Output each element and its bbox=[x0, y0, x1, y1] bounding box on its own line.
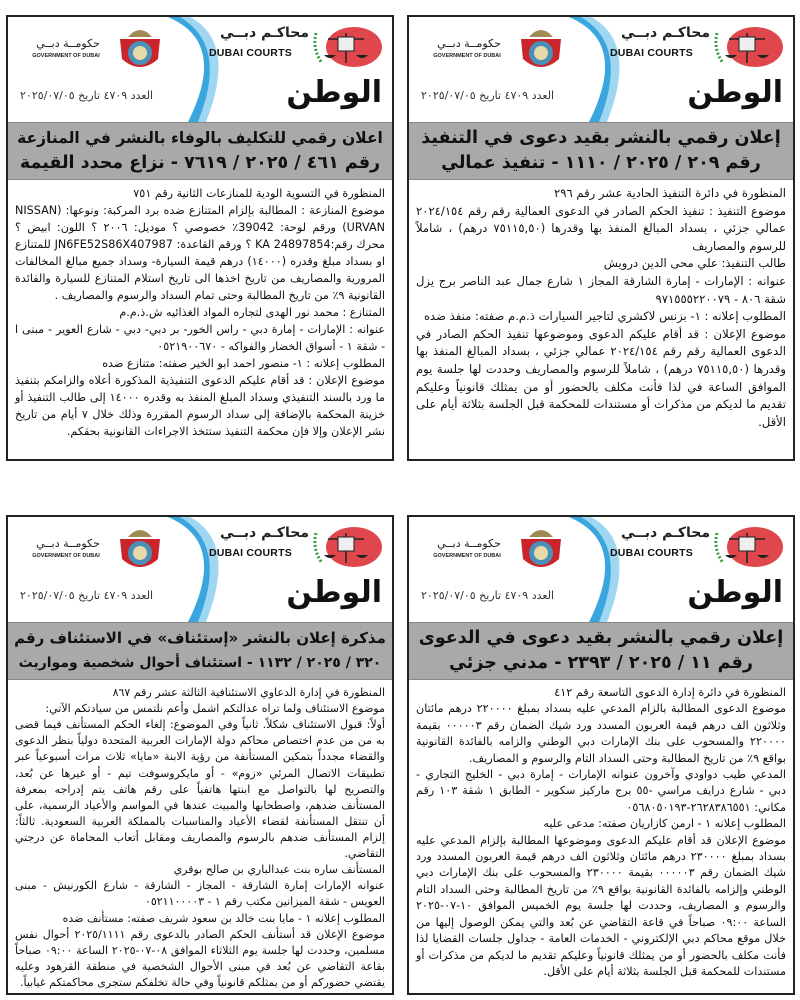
notice-title-line: اعلان رقمي للتكليف بالوفاء بالنشر في المنازعة bbox=[17, 129, 383, 147]
notice-paragraph: المطلوب إعلانه : ١- بزنس لاكشري لتاجير السيارات ذ.م.م صفته: منفذ ضده bbox=[423, 309, 786, 324]
issue-number-date: العدد ٤٧٠٩ تاريخ ٢٠٢٥/٠٧/٠٥ bbox=[20, 589, 154, 602]
notice-title bbox=[409, 122, 793, 180]
notice-paragraph: المطلوب إعلانه : ١- منصور احمد ابو الخير صفته: متنازع ضده bbox=[102, 357, 385, 370]
government-of-dubai-logo bbox=[18, 23, 178, 73]
scales-of-justice-icon bbox=[711, 525, 783, 569]
notice-panel-appeal bbox=[6, 515, 394, 995]
notice-body bbox=[409, 180, 793, 431]
notice-title bbox=[8, 622, 392, 680]
notice-paragraph: المنظورة في التسوية الودية للمنازعات الثانية رقم ٧٥١ bbox=[133, 187, 385, 200]
al-watan-masthead: الوطن bbox=[286, 75, 382, 110]
notice-title-line: رقم ٤٦١ / ٢٠٢٥ / ٧٦١٩ - نزاع محدد القيمة bbox=[19, 153, 381, 173]
courts-arabic-label: محاكـم دبــي bbox=[621, 525, 710, 541]
notice-paragraph: المستأنف ساره بنت عبدالباري بن صالح بوقري bbox=[173, 863, 385, 877]
government-of-dubai-logo bbox=[18, 523, 178, 573]
notice-title-line: ٣٢٠ / ٢٠٢٥ / ١١٣٢ - استئناف أحوال شخصية ومواريث bbox=[18, 655, 382, 671]
gov-arabic-label: حكومــة دبــي bbox=[36, 37, 100, 50]
notice-body bbox=[409, 680, 793, 980]
notice-title-line: رقم ٢٠٩ / ٢٠٢٥ / ١١١٠ - تنفيذ عمالي bbox=[441, 153, 761, 173]
courts-english-label: DUBAI COURTS bbox=[610, 547, 693, 559]
courts-english-label: DUBAI COURTS bbox=[209, 47, 292, 59]
notice-paragraph: أولاً: قبول الاستئناف شكلاً. ثانياً وفي الموضوع: إلغاء الحكم المستأنف فيما قضى به من من عدم اختصاص محاكم دولة الإمارات العربية المتحدة دولياً بنظر الدعوى والقضاء مجدداً بتمكين المستأنفة من رؤية الابنة «مايا» ثلاث مرات أسبوعياً عبر تطبيقات الاتصال المرئي «زوم» - أو مايكروسوفت تيم - أو غيرها عن بُعد، والتصريح لها بالتواصل مع ابنتها هاتفياً على رقم هاتف يتم إدراجه بمعرفة المستأنف ضدهم، واصطحابها والمبيت عندها في المواسم والأعياد الرسمية، على أن تنتقل المستأنفة لقضاء الأعياد والمناسبات بالمملكة العربية السعودية. ثالثاً: إلزام المستأنف ضدهم بالرسوم والمصاريف ومقابل أتعاب المحاماة عن درجتي التقاضي. bbox=[15, 718, 385, 861]
gov-arabic-label: حكومــة دبــي bbox=[36, 537, 100, 550]
notice-header bbox=[8, 17, 392, 122]
gov-english-label: GOVERNMENT OF DUBAI bbox=[433, 53, 501, 59]
dubai-emblem-icon bbox=[116, 23, 164, 73]
dubai-emblem-icon bbox=[116, 523, 164, 573]
dubai-courts-logo bbox=[207, 525, 382, 569]
notice-paragraph: موضوع الإعلان قد أستأنف الحكم الصادر بالدعوى رقم ٢٠٢٥/١١١١ أحوال نفس مسلمين، وحددت لها جلسة يوم الثلاثاء الموافق ٠٨-٠٧-٢٠٢٥ الساعة ٠٩:٠٠ صباحاً بقاعة التقاضي عن بُعد في مبنى الأحوال الشخصية في منطقة القرهود وعليه يقتضي حضوركم أو من يمثلكم قانونياً وفي حالة تخلفكم ستجرى محاكمتكم غيابياً. bbox=[15, 927, 386, 989]
courts-arabic-label: محاكـم دبــي bbox=[220, 25, 309, 41]
issue-number-date: العدد ٤٧٠٩ تاريخ ٢٠٢٥/٠٧/٠٥ bbox=[421, 589, 555, 602]
al-watan-masthead: الوطن bbox=[687, 575, 783, 610]
issue-number-date: العدد ٤٧٠٩ تاريخ ٢٠٢٥/٠٧/٠٥ bbox=[421, 89, 555, 102]
scales-of-justice-icon bbox=[711, 25, 783, 69]
notice-paragraph: المنظورة في دائرة إدارة الدعوى التاسعة رقم ٤١٢ bbox=[554, 686, 786, 699]
gov-arabic-label: حكومــة دبــي bbox=[437, 37, 501, 50]
dubai-courts-logo bbox=[608, 525, 783, 569]
notice-panel-civil bbox=[407, 515, 795, 995]
dubai-courts-logo bbox=[608, 25, 783, 69]
gov-english-label: GOVERNMENT OF DUBAI bbox=[32, 553, 100, 559]
notice-paragraph: موضوع الاستئناف ولما تراه عدالتكم اشمل وأعم نلتمس من سيادتكم الآتي: bbox=[45, 702, 385, 716]
scales-of-justice-icon bbox=[310, 25, 382, 69]
notice-paragraph: عنوانه الإمارات إمارة الشارقة - المجاز - الشارقة - شارع الكورنيش - مبنى العويس - شقة الميزانين مكتب رقم ١ - ٠٥٢١١٠٠٠٠٣ bbox=[15, 879, 385, 909]
notice-paragraph: المدعي طيب دواودي وآخرون عنوانه الإمارات - إمارة دبي - الخليج التجاري - دبي - شارع درايف مراسي -٥٥ برج ماركيز سكوير - الطابق ١ شقة ١٠٣ رقم مكاني: ٢٦٢٨٣٨٦٥٥١-٠٥٦٨٠٥٠١٩٣ bbox=[416, 768, 786, 814]
courts-arabic-label: محاكـم دبــي bbox=[621, 25, 710, 41]
notice-panel-dispute bbox=[6, 15, 394, 461]
notice-paragraph: المنظورة في دائرة التنفيذ الحادية عشر رقم ٢٩٦ bbox=[554, 186, 786, 200]
courts-english-label: DUBAI COURTS bbox=[610, 47, 693, 59]
government-of-dubai-logo bbox=[419, 523, 579, 573]
notice-paragraph: موضوع التنفيذ : تنفيذ الحكم الصادر في الدعوى العمالية رقم رقم ٢٠٢٤/١٥٤ عمالي جزئي ، بسداد المبالغ المنفذ بها وقدرها (٧٥١١٥,٥٠ درهم) ، شاملاً للرسوم والمصاريف bbox=[416, 203, 786, 253]
gov-arabic-label: حكومــة دبــي bbox=[437, 537, 501, 550]
notice-title-line: إعلان رقمي بالنشر بقيد دعوى في الدعوى bbox=[418, 628, 784, 648]
courts-arabic-label: محاكـم دبــي bbox=[220, 525, 309, 541]
dubai-emblem-icon bbox=[517, 23, 565, 73]
notice-title-line: إعلان رقمي بالنشر بقيد دعوى في التنفيذ bbox=[421, 128, 781, 148]
notice-body bbox=[8, 680, 392, 991]
notice-paragraph: موضوع الدعوى المطالبة بالزام المدعي عليه بسداد بمبلغ ٢٢٠٠٠٠ درهم مائتان وثلاثون الف درهم قيمة العربون المسدد ورد شيك الضمان رقم ٠٠٠٠٠٣ بقيمة ٢٢٠٠٠٠ والمسحوب على بنك الإمارات دبي الوطني والزامه بالفائدة القانونية بواقع ٩٪ من تاريخ المطالبة وحتى السداد التام والرسوم و المصاريف. bbox=[416, 702, 786, 765]
notice-header bbox=[409, 517, 793, 622]
government-of-dubai-logo bbox=[419, 23, 579, 73]
courts-english-label: DUBAI COURTS bbox=[209, 547, 292, 559]
gov-english-label: GOVERNMENT OF DUBAI bbox=[32, 53, 100, 59]
notice-title bbox=[409, 622, 793, 680]
notice-header bbox=[409, 17, 793, 122]
notice-title-line: رقم ١١ / ٢٠٢٥ / ٢٣٩٣ - مدني جزئي bbox=[449, 653, 753, 673]
dubai-emblem-icon bbox=[517, 523, 565, 573]
notice-paragraph: طالب التنفيذ: علي محى الدين درويش bbox=[603, 256, 786, 271]
notice-header bbox=[8, 517, 392, 622]
notice-paragraph: موضوع الإعلان قد أقام عليكم الدعوى وموضوعها المطالبة بإلزام المدعي عليه بسداد بمبلغ ٢٣٠٠٠٠ درهم مائتان وثلاثون الف درهم قيمة العربون المسدد ورد شيك الضمان رقم ٠٠٠٠٠٣ بقيمة ٢٣٠٠٠٠ والمسحوب على بنك الإمارات دبي الوطني وإلزامه بالفائدة القانونية بواقع ٩٪ من تاريخ المطالبة وحتى السداد التام والرسوم و المصاريف، وحددت لها جلسة يوم الخميس الموافق ١٠-٠٧-٢٠٢٥ الساعة ٠٩:٠٠ صباحاً في قاعة التقاضي عن بُعد والتي يمكن الوصول إليها من خلال موقع محاكم دبي الإلكتروني - الخدمات العامة - جداول جلسات القضايا لذا فأنت مكلف بالحضور أو من يمثلك قانونياً وعليكم تقديم ما لديكم من مذكرات أو مستندات للمحكمة قبل الجلسة بثلاثة أيام على الأقل. bbox=[416, 833, 786, 978]
notice-paragraph: موضوع المنازعة : المطالبة بإلزام المتنازع ضده برد المركبة: ونوعها: (NISSAN URVAN) ورقم لوحة: 39042٪ خصوصي ؟ موديل: ٢٠٠٦ ؟ اللون: ابيض ؟ محرك رقم:KA 24897854 ؟ ورقم القاعدة: JN6FE52S86X407987 للمتنازع او بسداد مبلغ وقدره (١٤٠٠٠) درهم قيمة السيارة- وسداد جميع مبالغ المخالفات المرورية والمصاريف من تاريخ اخذها الى تاريخ استلام المتنازع للسيارة والفائدة القانونية ٩٪ من تاريخ المطالبة وحتى تمام السداد والرسوم والمصاريف . bbox=[15, 204, 385, 302]
al-watan-masthead: الوطن bbox=[286, 575, 382, 610]
notice-paragraph: عنوانه : الإمارات - إمارة الشارقة المجاز ١ شارع جمال عبد الناصر برج يزل شقة ٨٠٦ - ٩٧١٥٥٥٢٢٠٠٧٩ bbox=[416, 273, 786, 306]
gov-english-label: GOVERNMENT OF DUBAI bbox=[433, 553, 501, 559]
dubai-courts-logo bbox=[207, 25, 382, 69]
notice-paragraph: عنوانه : الإمارات - إمارة دبي - راس الخور- بر دبي- دبي - شارع العوير - مبنى ا - شقة ١ - أسواق الخضار والفواكه - ٠٥٢١٩٠٠٦٧٠ bbox=[15, 323, 385, 353]
notice-paragraph: المطلوب إعلانه ١ - ارمن كازاريان صفته: مدعى عليه bbox=[543, 817, 786, 831]
al-watan-masthead: الوطن bbox=[687, 75, 783, 110]
notice-paragraph: المتنازع : محمد نور الهدى لتجاره المواد الغذائيه ش.ذ.م.م bbox=[119, 306, 385, 319]
notice-body bbox=[8, 180, 392, 440]
notice-paragraph: المطلوب إعلانه ١ - مايا بنت خالد بن سعود شريف صفته: مستأنف ضده bbox=[62, 911, 385, 925]
notice-paragraph: موضوع الإعلان : قد أقام عليكم الدعوى التنفيذية المذكورة أعلاه والزامكم بتنفيذ ما ورد بالسند التنفيذي وسداد المبلغ المنفذ به وقدره ١٤٠٠٠ إلى طالب التنفيذ أو خزينة المحكمة بالإضافة إلى سداد الرسوم المقررة وذلك خلال ٧ أيام من تاريخ نشر الإعلان وإلا فإن محكمة التنفيذ ستتخذ الاجراءات القانونية بحقكم. bbox=[15, 374, 386, 438]
notice-panel-enforcement-labour bbox=[407, 15, 795, 461]
scales-of-justice-icon bbox=[310, 525, 382, 569]
notice-paragraph: موضوع الإعلان : قد أقام عليكم الدعوى وموضوعها تنفيذ الحكم الصادر في الدعوى العمالية رقم رقم ٢٠٢٤/١٥٤ عمالي جزئي ، بسداد المبالغ المنفذ بها وقدرها (٧٥١١٥,٥٠ درهم) ، شاملاً للرسوم والمصاريف وحددت لها جلسة يوم الموافق الساعة في لذا فأنت مكلف بالحضور أو من يمثلك قانونياً وعليكم تقديم ما لديكم من مذكرات أو مستندات للمحكمة قبل الجلسة بثلاثة أيام على الأقل. bbox=[416, 326, 787, 429]
notice-paragraph: المنظورة في إدارة الدعاوي الاستئنافية الثالثة عشر رقم ٨٦٧ bbox=[112, 686, 385, 699]
notice-title bbox=[8, 122, 392, 180]
issue-number-date: العدد ٤٧٠٩ تاريخ ٢٠٢٥/٠٧/٠٥ bbox=[20, 89, 154, 102]
notice-title-line: مذكرة إعلان بالنشر «إستئناف» في الاستئناف رقم bbox=[14, 629, 386, 647]
